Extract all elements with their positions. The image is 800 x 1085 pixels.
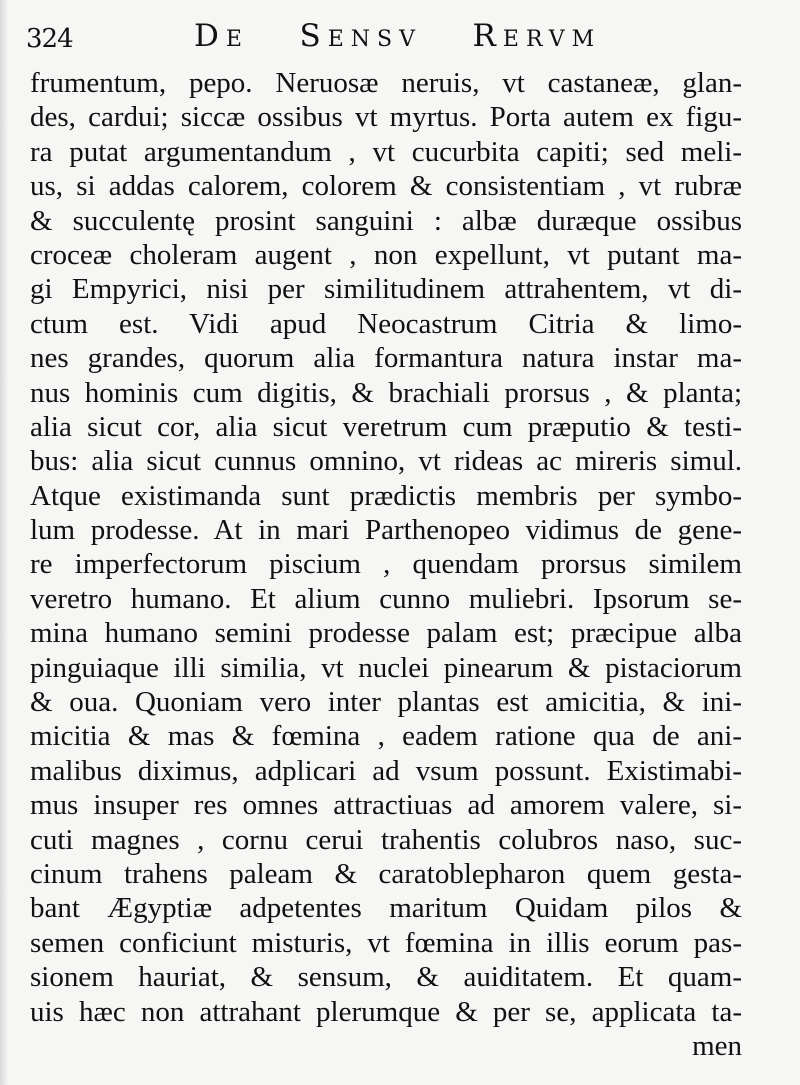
- text-line: mina humano semini prodesse palam est; præcipue alba: [30, 617, 742, 650]
- text-line: nus hominis cum digitis, & brachiali prorsus , & planta;: [30, 376, 742, 409]
- text-line: mus insuper res omnes attractiuas ad amorem valere, si-: [30, 789, 742, 822]
- text-line: pinguiaque illi similia, vt nuclei pinearum & pistaciorum: [30, 651, 742, 684]
- page-header: [26, 14, 766, 54]
- text-line-last: men: [692, 1029, 742, 1062]
- text-line: cuti magnes , cornu cerui trahentis colubros naso, suc-: [30, 823, 742, 856]
- text-line: sionem hauriat, & sensum, & auiditatem. Et quam-: [30, 961, 742, 994]
- text-line: semen conficiunt misturis, vt fœmina in illis eorum pas-: [30, 926, 742, 959]
- text-line: frumentum, pepo. Neruosæ neruis, vt castaneæ, glan-: [30, 67, 742, 99]
- text-line: & oua. Quoniam vero inter plantas est amicitia, & ini-: [30, 686, 742, 719]
- text-line: gi Empyrici, nisi per similitudinem attrahentem, vt di-: [30, 273, 742, 306]
- text-line: micitia & mas & fœmina , eadem ratione qua de ani-: [30, 720, 742, 753]
- page-number: 324: [26, 24, 73, 54]
- text-line: des, cardui; siccæ ossibus vt myrtus. Porta autem ex figu-: [30, 101, 742, 134]
- text-line: veretro humano. Et alium cunno muliebri. Ipsorum se-: [30, 582, 742, 615]
- text-line: croceæ choleram augent , non expellunt, vt putant ma-: [30, 238, 742, 271]
- text-line: bant Ægyptiæ adpetentes maritum Quidam pilos &: [30, 892, 742, 925]
- text-line: ctum est. Vidi apud Neocastrum Citria & limo-: [30, 307, 742, 340]
- page-edge-shadow: [0, 0, 8, 1085]
- body-text: [30, 66, 742, 1063]
- text-line: malibus diximus, adplicari ad vsum possunt. Existimabi-: [30, 754, 742, 787]
- text-line: cinum trahens paleam & caratoblepharon quem gesta-: [30, 857, 742, 890]
- text-line: uis hæc non attrahant plerumque & per se, applicata ta-: [30, 995, 742, 1028]
- text-line: lum prodesse. At in mari Parthenopeo vidimus de gene-: [30, 514, 742, 547]
- text-line: bus: alia sicut cunnus omnino, vt rideas ac mireris simul.: [30, 445, 742, 478]
- text-line: alia sicut cor, alia sicut veretrum cum præputio & testi-: [30, 410, 742, 443]
- text-line: ra putat argumentandum , vt cucurbita capiti; sed meli-: [30, 135, 742, 168]
- text-line: re imperfectorum piscium , quendam prorsus similem: [30, 548, 742, 581]
- text-line: Atque existimanda sunt prædictis membris per symbo-: [30, 479, 742, 512]
- text-line: nes grandes, quorum alia formantura natura instar ma-: [30, 342, 742, 375]
- running-title: De Sensv Rervm: [194, 18, 602, 54]
- text-line: us, si addas calorem, colorem & consistentiam , vt rubræ: [30, 170, 742, 203]
- text-line: & succulentę prosint sanguini : albæ duræque ossibus: [30, 204, 742, 237]
